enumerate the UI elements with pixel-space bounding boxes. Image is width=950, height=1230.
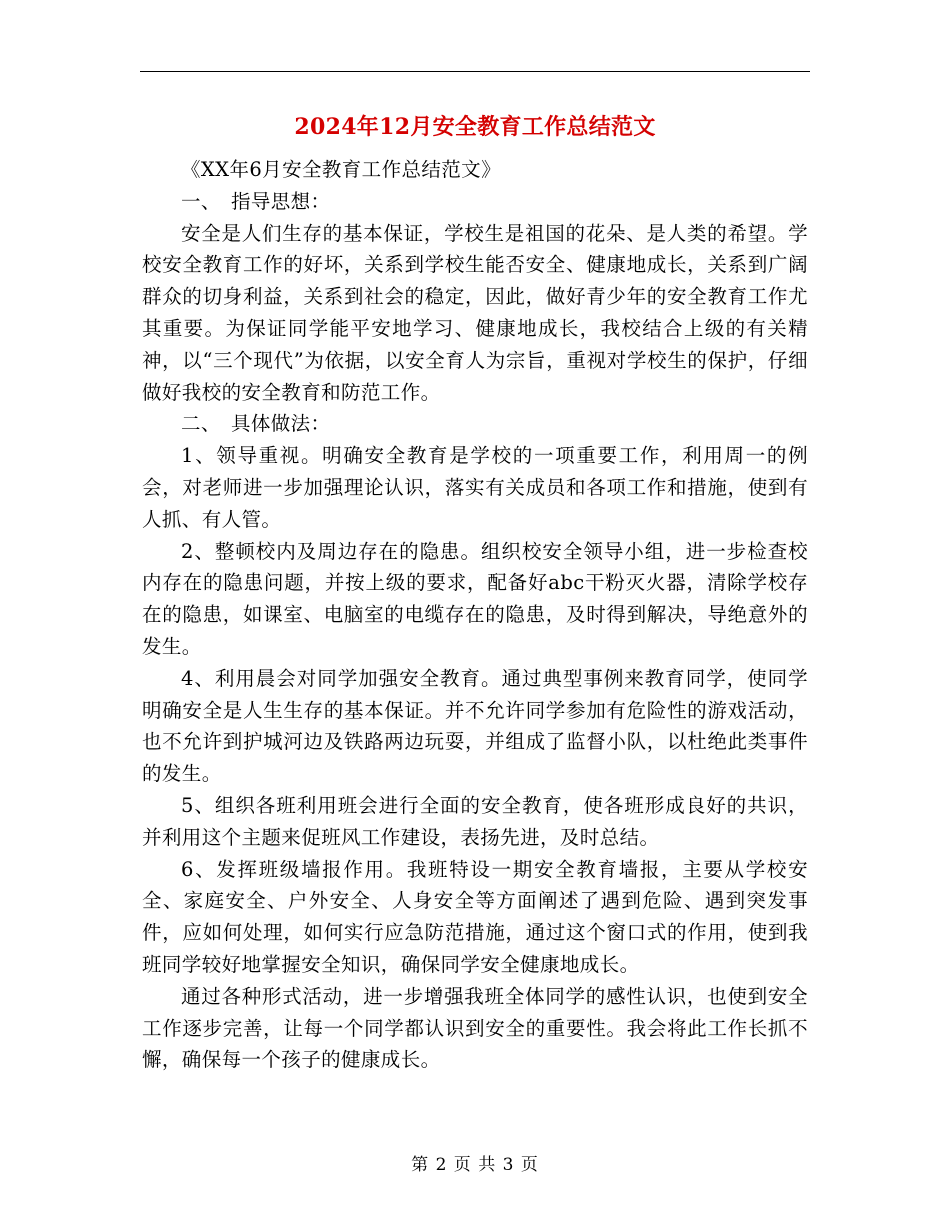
document-title: 2024年12月安全教育工作总结范文 (294, 114, 656, 140)
paragraph: 6、发挥班级墙报作用。我班特设一期安全教育墙报，主要从学校安全、家庭安全、户外安全、人身安全等方面阐述了遇到危险、遇到突发事件，应如何处理，如何实行应急防范措施，通过这个窗口式的作用，使到我班同学较好地掌握安全知识，确保同学安全健康地成长。 (142, 857, 808, 976)
header-rule (140, 71, 810, 72)
paragraph: 4、利用晨会对同学加强安全教育。通过典型事例来教育同学，使同学明确安全是人生生存的基本保证。并不允许同学参加有危险性的游戏活动，也不允许到护城河边及铁路两边玩耍，并组成了监督小队，以杜绝此类事件的发生。 (142, 666, 808, 786)
page-number: 第 2 页 共 3 页 (411, 1155, 539, 1175)
document-body (142, 154, 808, 1076)
paragraph: 通过各种形式活动，进一步增强我班全体同学的感性认识，也使到安全工作逐步完善，让每一个同学都认识到安全的重要性。我会将此工作长抓不懈，确保每一个孩子的健康成长。 (142, 984, 808, 1072)
paragraph: 安全是人们生存的基本保证，学校生是祖国的花朵、是人类的希望。学校安全教育工作的好坏，关系到学校生能否安全、健康地成长，关系到广阔群众的切身利益，关系到社会的稳定，因此，做好青少年的安全教育工作尤其重要。为保证同学能平安地学习、健康地成长，我校结合上级的有关精神，以“三个现代”为依据，以安全育人为宗旨，重视对学校生的保护，仔细做好我校的安全教育和防范工作。 (142, 221, 808, 404)
section-heading-specific-methods: 二、 具体做法： (181, 412, 331, 436)
paragraph-source-title: 《XX年6月安全教育工作总结范文》 (181, 158, 501, 181)
paragraph: 1、领导重视。明确安全教育是学校的一项重要工作，利用周一的例会，对老师进一步加强理论认识，落实有关成员和各项工作和措施，使到有人抓、有人管。 (142, 444, 808, 531)
section-heading-guiding-thought: 一、 指导思想： (181, 189, 331, 213)
paragraph: 2、整顿校内及周边存在的隐患。组织校安全领导小组，进一步检查校内存在的隐患问题，并按上级的要求，配备好abc干粉灭火器，清除学校存在的隐患，如课室、电脑室的电缆存在的隐患，及时得到解决，导绝意外的发生。 (142, 539, 808, 658)
paragraph: 5、组织各班利用班会进行全面的安全教育，使各班形成良好的共识，并利用这个主题来促班风工作建设，表扬先进，及时总结。 (142, 793, 808, 849)
